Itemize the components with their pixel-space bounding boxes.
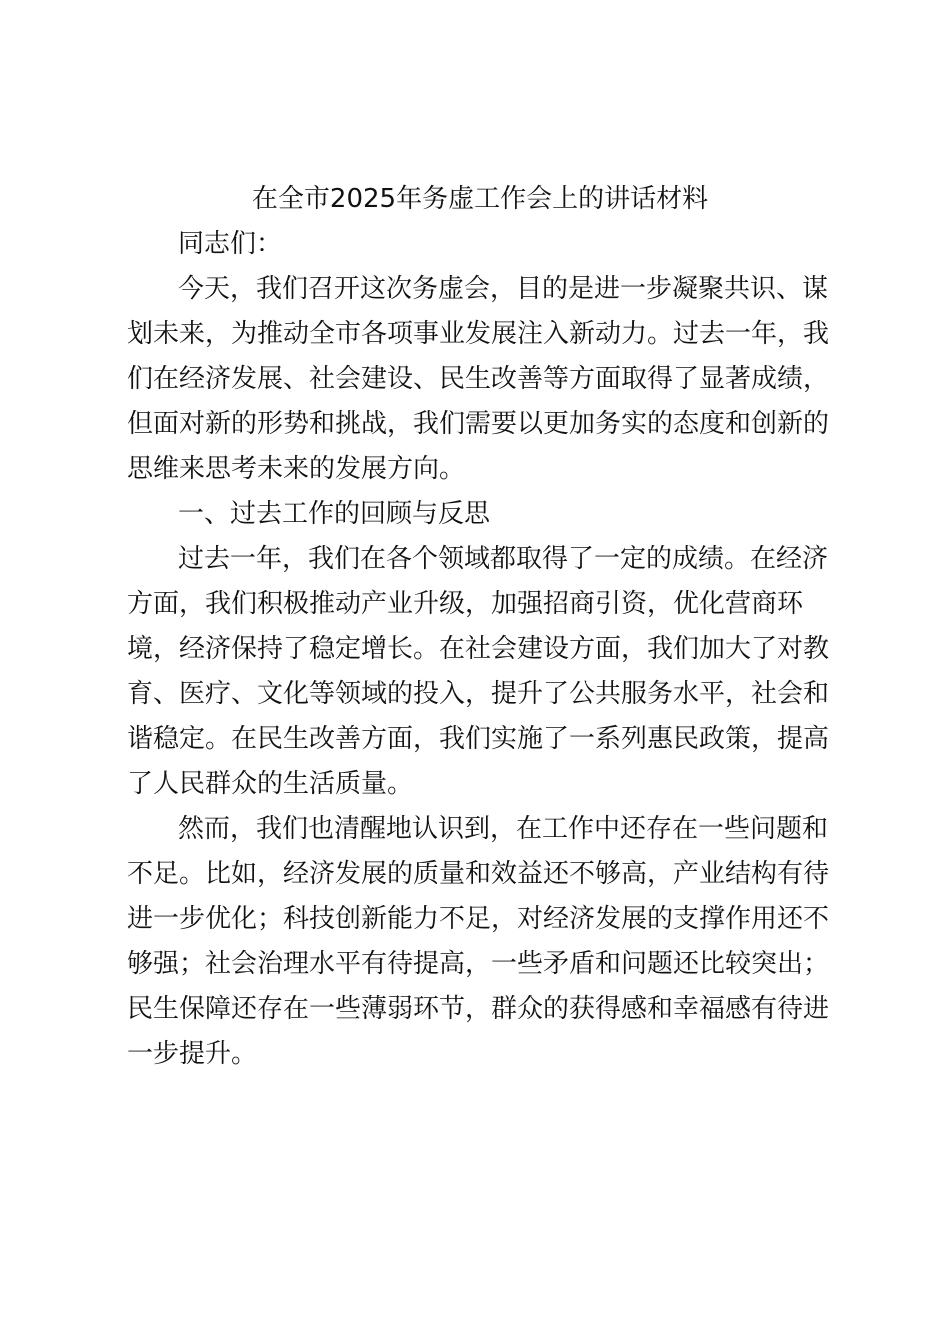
paragraph-line: 谐稳定。在民生改善方面，我们实施了一系列惠民政策，提高 xyxy=(127,724,830,754)
document-title: 在全市2025年务虚工作会上的讲话材料 xyxy=(251,184,709,214)
salutation: 同志们： xyxy=(178,229,283,259)
paragraph-line: 但面对新的形势和挑战，我们需要以更加务实的态度和创新的 xyxy=(127,409,830,439)
paragraph-line: 然而，我们也清醒地认识到，在工作中还存在一些问题和 xyxy=(178,814,829,844)
paragraph-line: 民生保障还存在一些薄弱环节，群众的获得感和幸福感有待进 xyxy=(127,994,830,1024)
paragraph-line: 不足。比如，经济发展的质量和效益还不够高，产业结构有待 xyxy=(127,859,830,889)
paragraph-line: 了人民群众的生活质量。 xyxy=(127,769,414,799)
paragraph-line: 进一步优化；科技创新能力不足，对经济发展的支撑作用还不 xyxy=(127,904,830,934)
paragraph-line: 今天，我们召开这次务虚会，目的是进一步凝聚共识、谋 xyxy=(178,274,829,304)
paragraph-line: 们在经济发展、社会建设、民生改善等方面取得了显著成绩， xyxy=(127,364,830,394)
paragraph-line: 育、医疗、文化等领域的投入，提升了公共服务水平，社会和 xyxy=(127,679,830,709)
paragraph-line: 过去一年，我们在各个领域都取得了一定的成绩。在经济 xyxy=(178,544,829,574)
paragraph-line: 划未来，为推动全市各项事业发展注入新动力。过去一年，我 xyxy=(127,319,830,349)
paragraph-line: 思维来思考未来的发展方向。 xyxy=(127,454,466,484)
paragraph-line: 够强；社会治理水平有待提高，一些矛盾和问题还比较突出； xyxy=(127,949,830,979)
paragraph-line: 方面，我们积极推动产业升级，加强招商引资，优化营商环 xyxy=(127,589,804,619)
paragraph-line: 一步提升。 xyxy=(127,1039,258,1069)
paragraph-line: 境，经济保持了稳定增长。在社会建设方面，我们加大了对教 xyxy=(127,634,830,664)
section-heading: 一、过去工作的回顾与反思 xyxy=(178,499,491,529)
